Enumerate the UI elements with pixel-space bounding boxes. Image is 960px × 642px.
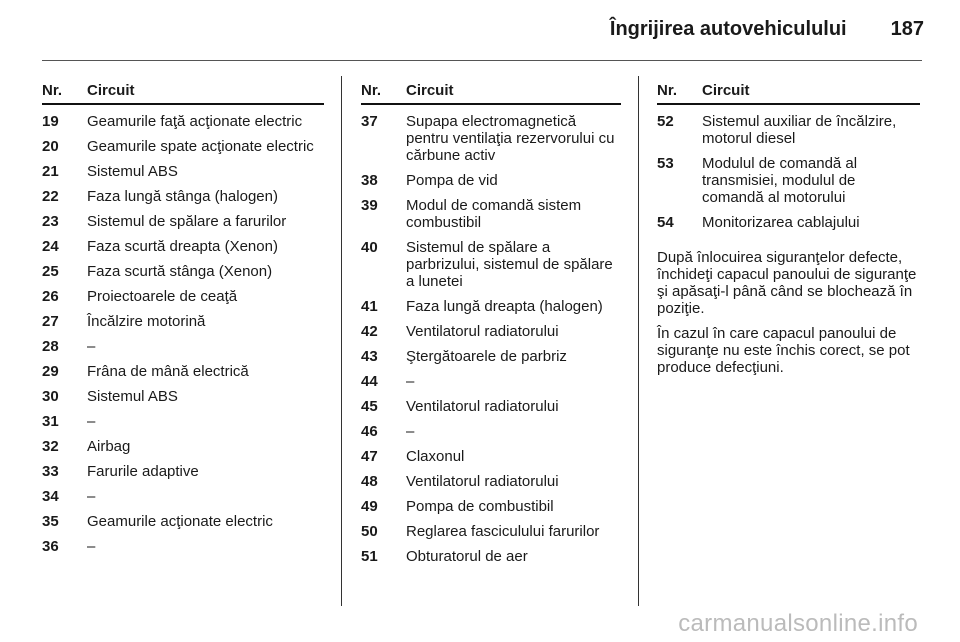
nr-header: Nr. — [657, 82, 678, 99]
note-paragraph: După înlocuirea siguranţelor defecte, închideţi capacul panoului de siguranţe şi apăsaţi-l până când se blochează în poziţie. — [657, 249, 917, 317]
circuit-name: Sistemul de spălare a parbrizului, sistemul de spălare a lunetei — [406, 239, 613, 290]
table-row — [361, 172, 621, 189]
table-row — [42, 188, 324, 205]
circuit-name: Faza scurtă dreapta (Xenon) — [87, 238, 278, 255]
circuit-name: Ventilatorul radiatorului — [406, 398, 559, 415]
fuse-number: 41 — [361, 298, 378, 315]
table-row — [361, 197, 621, 231]
circuit-name: Ventilatorul radiatorului — [406, 473, 559, 490]
table-row — [361, 523, 621, 540]
table-row — [657, 113, 920, 147]
table-row — [361, 498, 621, 515]
circuit-name: Sistemul de spălare a farurilor — [87, 213, 287, 230]
fuse-number: 54 — [657, 214, 674, 231]
table-row — [361, 548, 621, 565]
fuse-number: 24 — [42, 238, 59, 255]
fuse-list — [361, 113, 621, 565]
circuit-name: – — [87, 413, 96, 430]
fuse-number: 29 — [42, 363, 59, 380]
fuse-number: 52 — [657, 113, 674, 130]
table-row — [42, 213, 324, 230]
table-row — [42, 163, 324, 180]
circuit-name: Reglarea fasciculului farurilor — [406, 523, 600, 540]
table-row — [361, 423, 621, 440]
fuse-number: 35 — [42, 513, 59, 530]
table-row — [361, 298, 621, 315]
circuit-name: Geamurile faţă acţionate electric — [87, 113, 303, 130]
circuit-name: Faza scurtă stânga (Xenon) — [87, 263, 273, 280]
circuit-name: Obturatorul de aer — [406, 548, 528, 565]
nr-header: Nr. — [361, 82, 382, 99]
table-header — [657, 82, 920, 105]
fuse-number: 50 — [361, 523, 378, 540]
fuse-number: 25 — [42, 263, 59, 280]
circuit-name: Modul de comandă sistem combustibil — [406, 197, 582, 231]
table-row — [361, 323, 621, 340]
circuit-name: Sistemul ABS — [87, 163, 178, 180]
watermark: carmanualsonline.info — [678, 610, 918, 637]
fuse-number: 22 — [42, 188, 59, 205]
circuit-name: Faza lungă stânga (halogen) — [87, 188, 278, 205]
table-row — [42, 513, 324, 530]
circuit-header: Circuit — [406, 82, 454, 99]
circuit-name: Sistemul auxiliar de încălzire, motorul diesel — [702, 113, 897, 147]
table-row — [42, 413, 324, 430]
circuit-name: Încălzire motorină — [87, 313, 206, 330]
circuit-name: Pompa de combustibil — [406, 498, 554, 515]
fuse-number: 51 — [361, 548, 378, 565]
table-row — [42, 538, 324, 555]
table-row — [42, 288, 324, 305]
circuit-name: Frâna de mână electrică — [87, 363, 249, 380]
circuit-name: Geamurile spate acţionate electric — [87, 138, 314, 155]
fuse-column-2 — [361, 82, 621, 573]
header-rule — [42, 60, 922, 61]
fuse-number: 38 — [361, 172, 378, 189]
fuse-number: 47 — [361, 448, 378, 465]
fuse-list — [42, 113, 324, 555]
table-row — [42, 463, 324, 480]
fuse-number: 46 — [361, 423, 378, 440]
fuse-number: 40 — [361, 239, 378, 256]
table-row — [361, 373, 621, 390]
fuse-number: 36 — [42, 538, 59, 555]
table-row — [361, 473, 621, 490]
table-header — [42, 82, 324, 105]
circuit-name: Farurile adaptive — [87, 463, 199, 480]
fuse-number: 28 — [42, 338, 59, 355]
fuse-number: 39 — [361, 197, 378, 214]
page-header — [610, 18, 924, 41]
fuse-number: 30 — [42, 388, 59, 405]
circuit-name: Supapa electromagnetică pentru ventilaţia rezervorului cu cărbune activ — [406, 113, 615, 164]
table-row — [361, 398, 621, 415]
fuse-number: 33 — [42, 463, 59, 480]
fuse-number: 45 — [361, 398, 378, 415]
column-divider — [341, 76, 342, 606]
table-row — [361, 239, 621, 290]
fuse-list — [657, 113, 920, 231]
nr-header: Nr. — [42, 82, 63, 99]
circuit-name: Proiectoarele de ceaţă — [87, 288, 238, 305]
circuit-header: Circuit — [702, 82, 750, 99]
page-number: 187 — [890, 18, 924, 40]
table-row — [42, 438, 324, 455]
table-row — [361, 348, 621, 365]
note-paragraph: În cazul în care capacul panoului de siguranţe nu este închis corect, se pot produce defecţiuni. — [657, 325, 910, 376]
fuse-number: 37 — [361, 113, 378, 130]
table-row — [657, 155, 920, 206]
page-title: Îngrijirea autovehiculului — [609, 18, 847, 40]
fuse-number: 23 — [42, 213, 59, 230]
fuse-number: 49 — [361, 498, 378, 515]
circuit-name: – — [406, 423, 415, 440]
fuse-number: 43 — [361, 348, 378, 365]
table-row — [361, 448, 621, 465]
fuse-number: 34 — [42, 488, 59, 505]
table-row — [361, 113, 621, 164]
table-header — [361, 82, 621, 105]
circuit-name: Ventilatorul radiatorului — [406, 323, 559, 340]
circuit-name: Ştergătoarele de parbriz — [406, 348, 567, 365]
table-row — [42, 263, 324, 280]
circuit-name: Claxonul — [406, 448, 465, 465]
fuse-number: 21 — [42, 163, 59, 180]
table-row — [42, 363, 324, 380]
table-row — [42, 238, 324, 255]
fuse-number: 32 — [42, 438, 59, 455]
fuse-number: 31 — [42, 413, 59, 430]
circuit-name: Airbag — [87, 438, 131, 455]
table-row — [42, 488, 324, 505]
fuse-number: 53 — [657, 155, 674, 172]
table-row — [42, 313, 324, 330]
circuit-name: – — [87, 488, 96, 505]
fuse-column-1 — [42, 82, 324, 563]
fuse-number: 44 — [361, 373, 378, 390]
fuse-number: 19 — [42, 113, 59, 130]
fuse-column-3 — [657, 82, 920, 384]
table-row — [42, 338, 324, 355]
circuit-name: Pompa de vid — [406, 172, 498, 189]
circuit-name: – — [87, 338, 96, 355]
circuit-name: Geamurile acţionate electric — [87, 513, 273, 530]
circuit-name: Sistemul ABS — [87, 388, 178, 405]
fuse-number: 27 — [42, 313, 59, 330]
circuit-header: Circuit — [87, 82, 135, 99]
table-row — [42, 388, 324, 405]
table-row — [657, 214, 920, 231]
circuit-name: – — [87, 538, 96, 555]
column-divider — [638, 76, 639, 606]
notes — [657, 249, 920, 376]
table-row — [42, 138, 324, 155]
circuit-name: Modulul de comandă al transmisiei, modulul de comandă al motorului — [702, 155, 858, 206]
fuse-number: 26 — [42, 288, 59, 305]
table-row — [42, 113, 324, 130]
circuit-name: Faza lungă dreapta (halogen) — [406, 298, 603, 315]
fuse-number: 42 — [361, 323, 378, 340]
circuit-name: – — [406, 373, 415, 390]
fuse-number: 20 — [42, 138, 59, 155]
fuse-number: 48 — [361, 473, 378, 490]
circuit-name: Monitorizarea cablajului — [702, 214, 860, 231]
